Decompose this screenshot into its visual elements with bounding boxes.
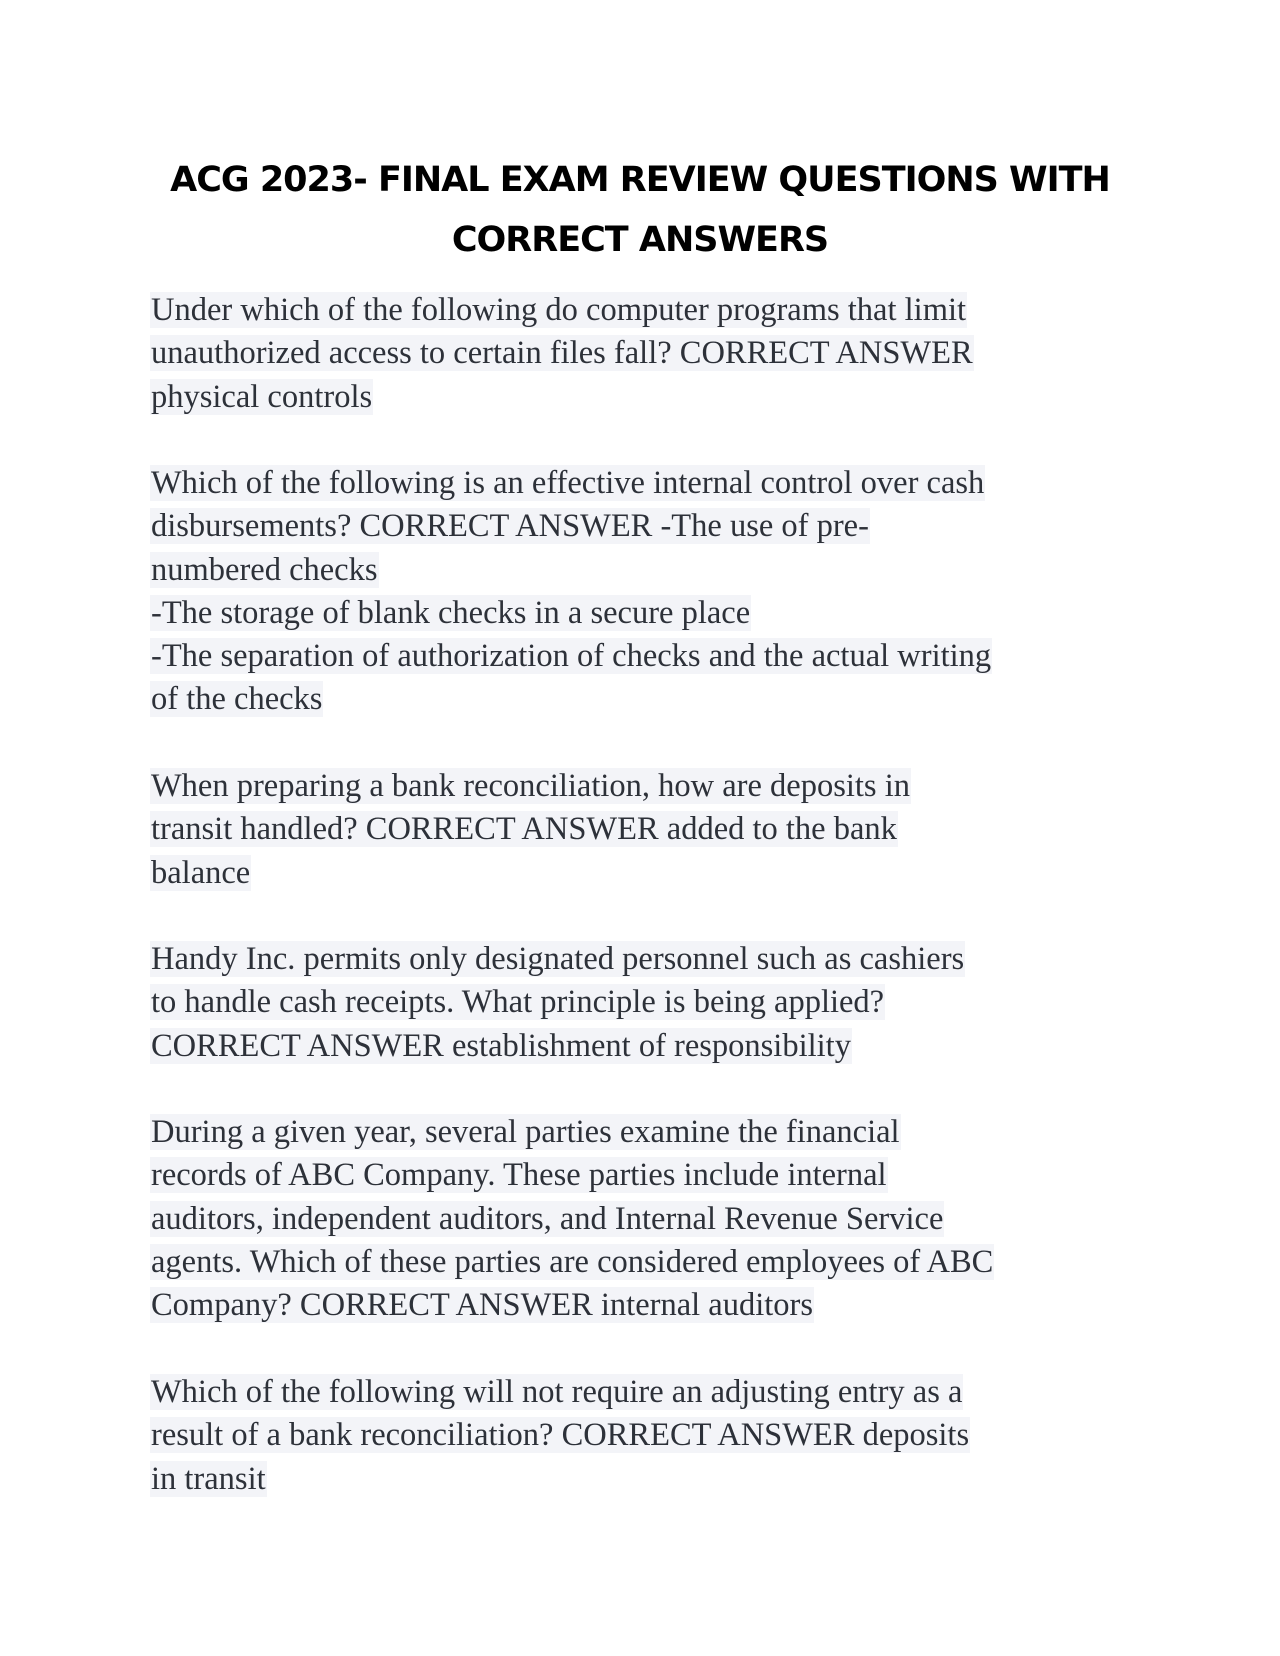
title-line: CORRECT ANSWERS bbox=[451, 220, 829, 260]
qa-line: in transit bbox=[151, 1460, 266, 1497]
qa-line: -The storage of blank checks in a secure place bbox=[151, 594, 751, 631]
qa-line: -The separation of authorization of checks and the actual writing bbox=[151, 638, 992, 675]
qa-line: balance bbox=[151, 854, 251, 891]
qa-line: Which of the following will not require an adjusting entry as a bbox=[151, 1374, 963, 1410]
qa-line: auditors, independent auditors, and Internal Revenue Service bbox=[151, 1200, 944, 1237]
document-title bbox=[140, 150, 1140, 270]
qa-line: Company? CORRECT ANSWER internal auditors bbox=[151, 1287, 813, 1324]
qa-line: agents. Which of these parties are considered employees of ABC bbox=[151, 1243, 994, 1280]
qa-line: CORRECT ANSWER establishment of responsibility bbox=[151, 1027, 851, 1064]
qa-item bbox=[150, 289, 1150, 419]
qa-line: physical controls bbox=[151, 378, 373, 415]
qa-line: disbursements? CORRECT ANSWER -The use of pre- bbox=[151, 508, 869, 545]
qa-line: to handle cash receipts. What principle is being applied? bbox=[151, 984, 885, 1021]
qa-item bbox=[150, 462, 1150, 722]
qa-item bbox=[150, 1111, 1150, 1327]
qa-item bbox=[150, 765, 1150, 895]
title-line: ACG 2023- FINAL EXAM REVIEW QUESTIONS WITH bbox=[170, 160, 1110, 200]
qa-line: During a given year, several parties examine the financial bbox=[151, 1114, 900, 1150]
qa-line: result of a bank reconciliation? CORRECT ANSWER deposits bbox=[151, 1417, 970, 1454]
qa-line: transit handled? CORRECT ANSWER added to the bank bbox=[151, 811, 897, 848]
qa-line: of the checks bbox=[151, 681, 323, 718]
qa-line: Which of the following is an effective internal control over cash bbox=[151, 465, 985, 501]
qa-item bbox=[150, 938, 1150, 1068]
qa-line: records of ABC Company. These parties include internal bbox=[151, 1157, 887, 1194]
qa-line: When preparing a bank reconciliation, how are deposits in bbox=[151, 768, 910, 804]
qa-line: Handy Inc. permits only designated personnel such as cashiers bbox=[151, 941, 965, 977]
qa-line: Under which of the following do computer programs that limit bbox=[151, 292, 967, 328]
qa-item bbox=[150, 1371, 1150, 1501]
qa-line: numbered checks bbox=[151, 551, 378, 588]
qa-line: unauthorized access to certain files fall? CORRECT ANSWER bbox=[151, 335, 973, 372]
